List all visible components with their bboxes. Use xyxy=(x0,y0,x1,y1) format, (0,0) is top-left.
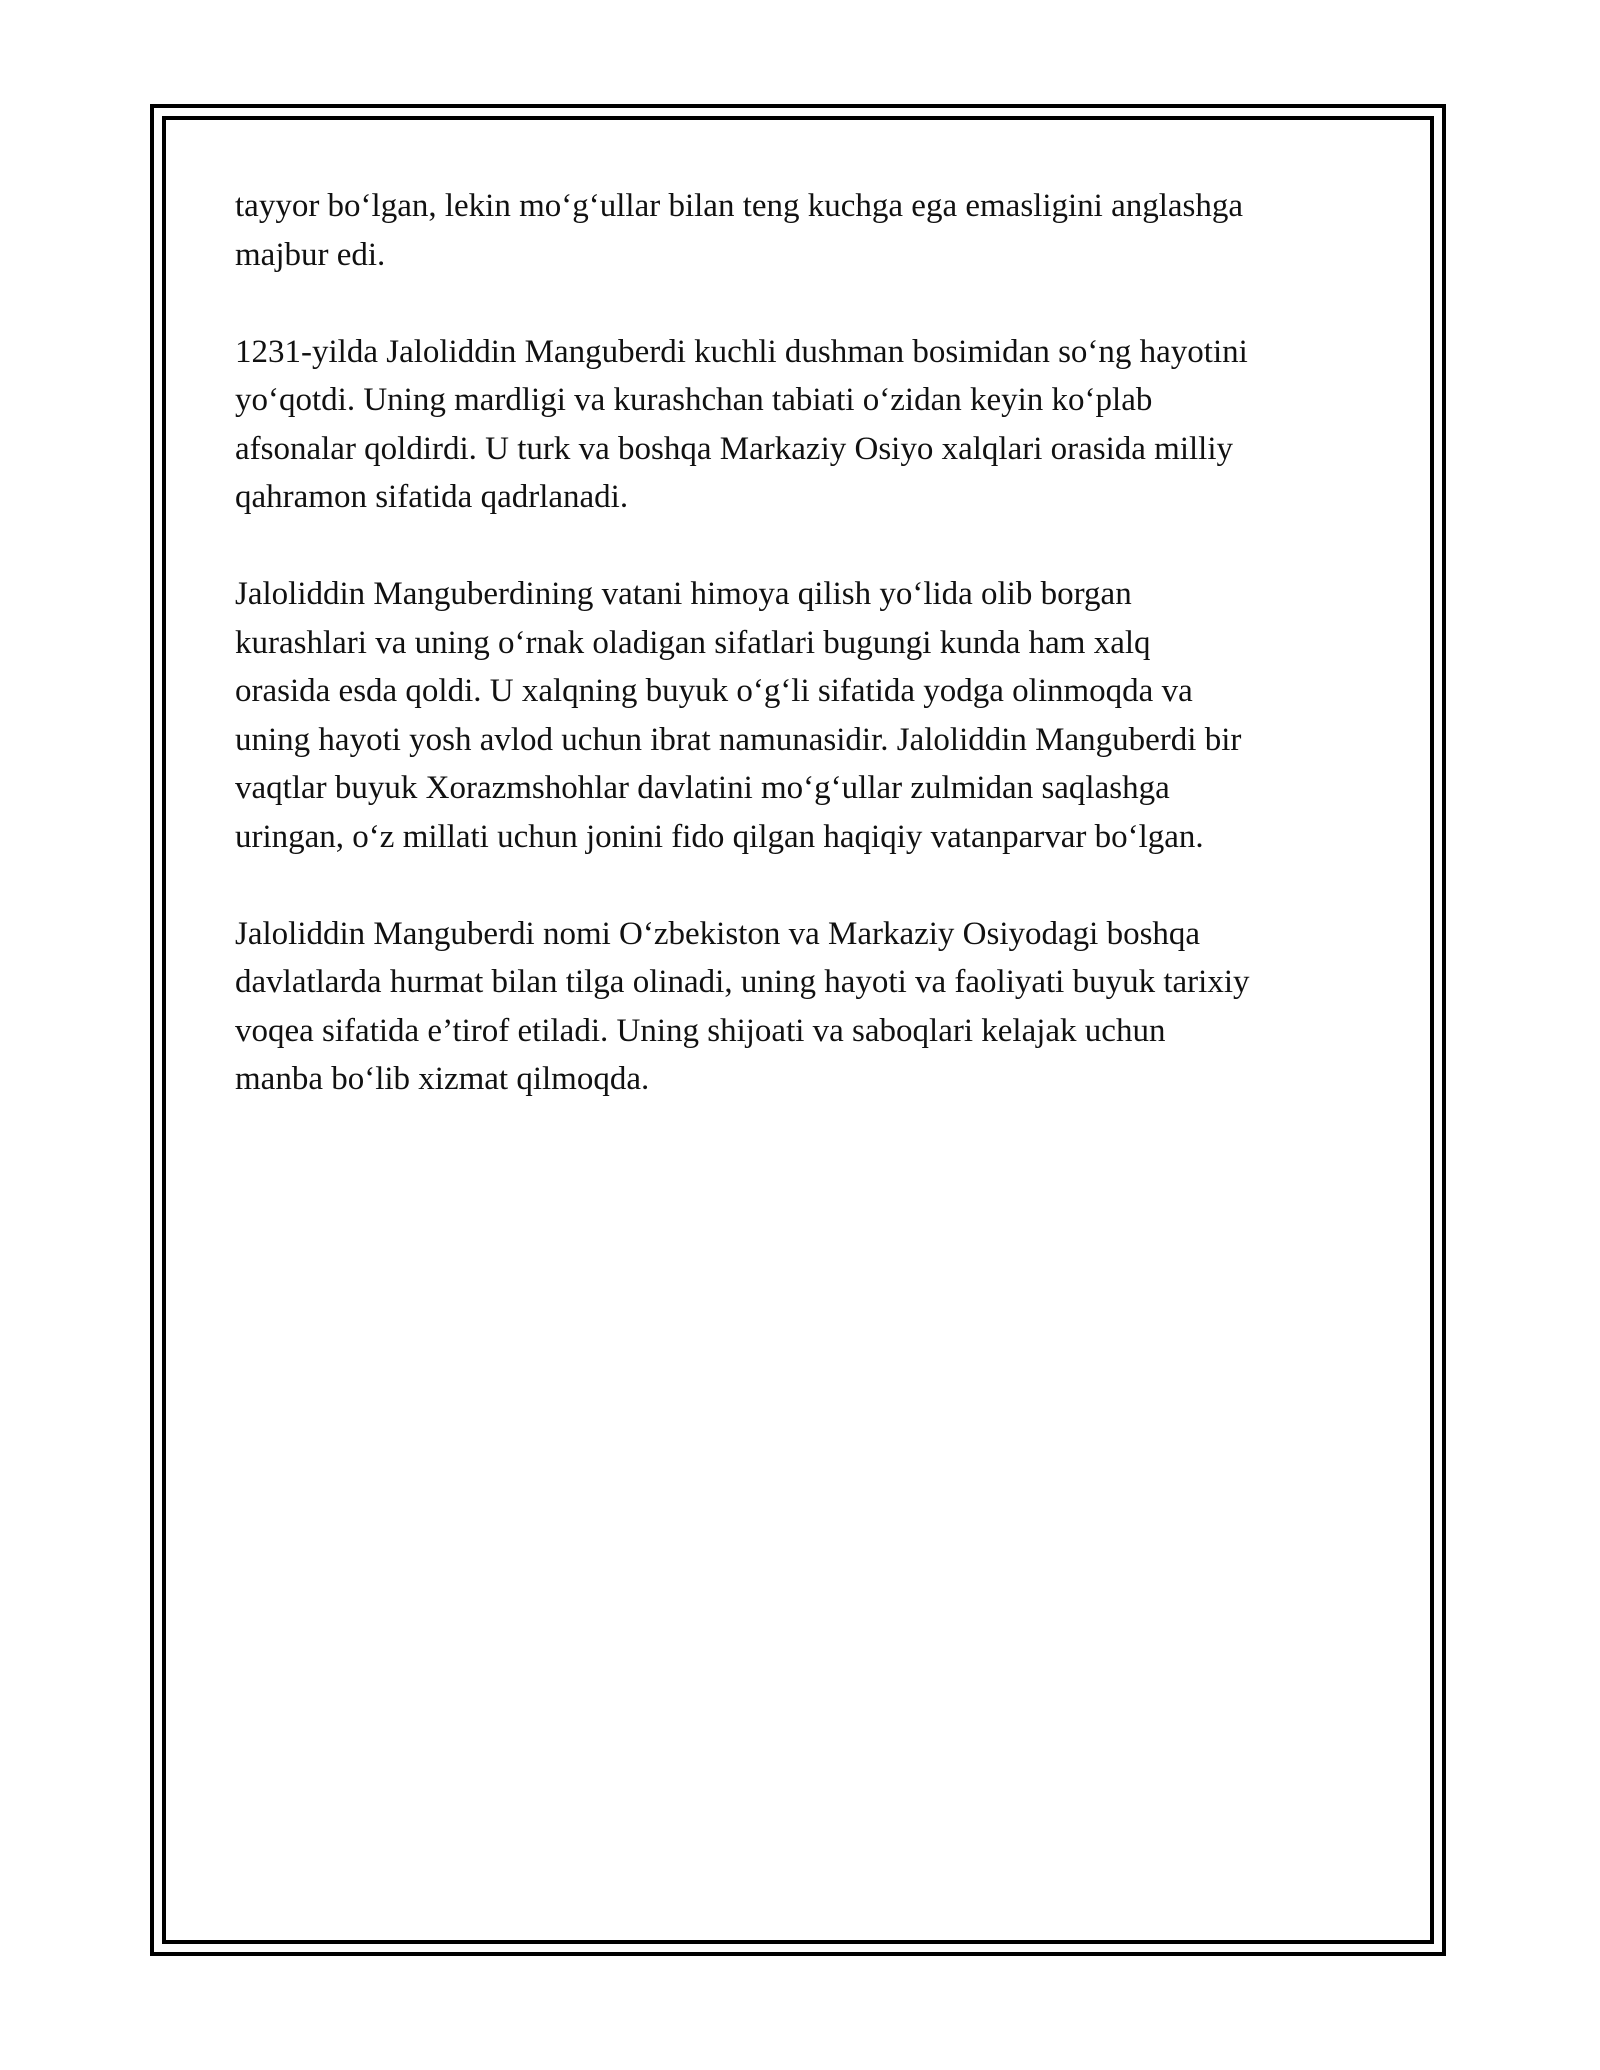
paragraph-1: tayyor bo‘lgan, lekin mo‘g‘ullar bilan teng kuchga ega emasligini anglashga majbur edi. xyxy=(235,188,1244,273)
page-content xyxy=(235,182,1375,1152)
paragraph-3: Jaloliddin Manguberdining vatani himoya qilish yo‘lida olib borgan kurashlari va uning o‘rnak oladigan sifatlari bugungi kunda ham xalq orasida esda qoldi. U xalqning buyuk o‘g‘li sifatida yodga olinmoqda va uning hayoti yosh avlod uchun ibrat namunasidir. Jaloliddin Manguberdi bir vaqtlar buyuk Xorazmshohlar davlatini mo‘g‘ullar zulmidan saqlashga uringan, o‘z millati uchun jonini fido qilgan haqiqiy vatanparvar bo‘lgan. xyxy=(235,576,1242,855)
paragraph-2: 1231-yilda Jaloliddin Manguberdi kuchli dushman bosimidan so‘ng hayotini yo‘qotdi. Uning mardligi va kurashchan tabiati o‘zidan keyin ko‘plab afsonalar qoldirdi. U turk va boshqa Markaziy Osiyo xalqlari orasida milliy qahramon sifatida qadrlanadi. xyxy=(235,333,1248,515)
paragraph-4: Jaloliddin Manguberdi nomi O‘zbekiston va Markaziy Osiyodagi boshqa davlatlarda hurmat bilan tilga olinadi, uning hayoti va faoliyati buyuk tarixiy voqea sifatida e’tirof etiladi. Uning shijoati va saboqlari kelajak uchun manba bo‘lib xizmat qilmoqda. xyxy=(235,915,1250,1097)
